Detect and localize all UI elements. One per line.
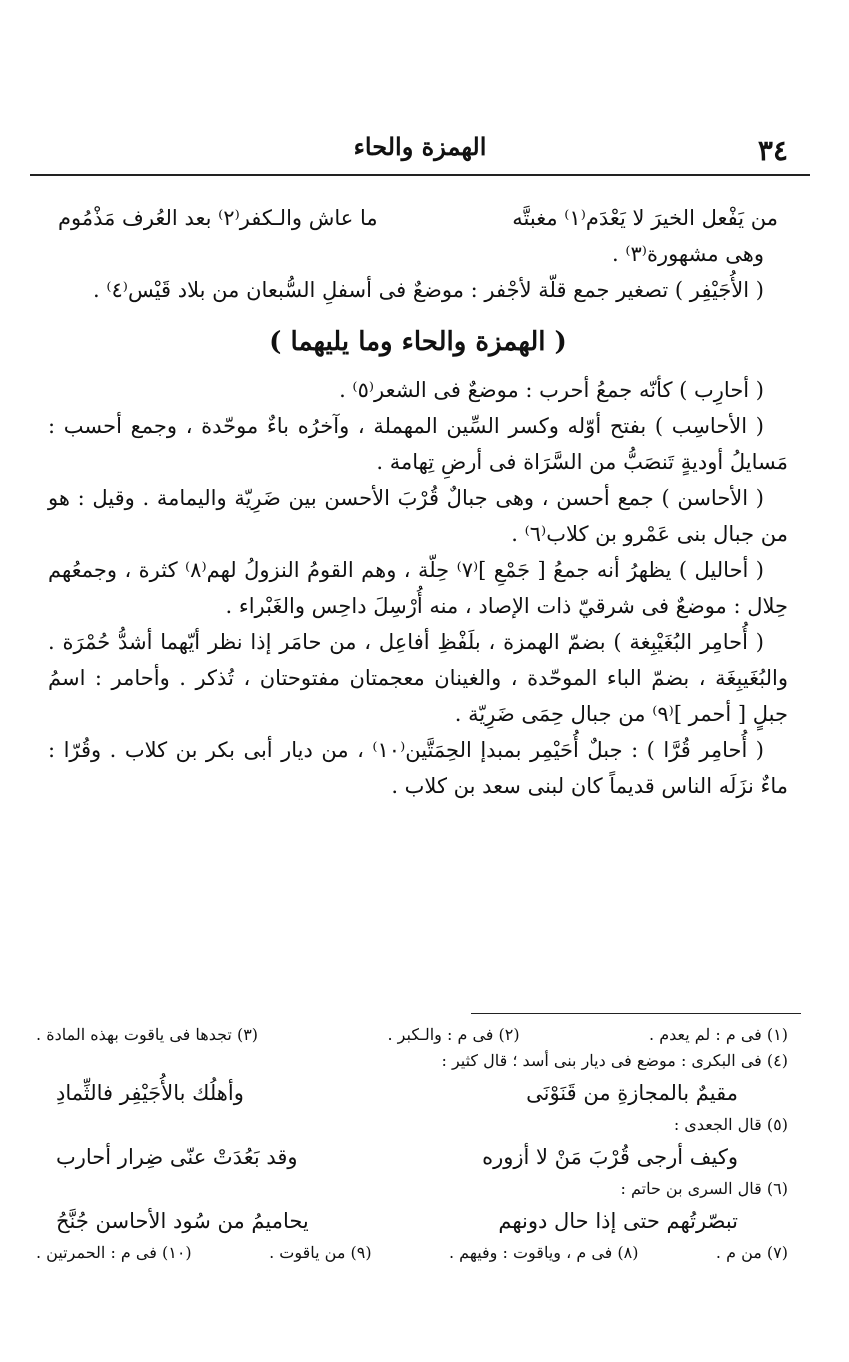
footnote-verse: [36, 1074, 788, 1112]
page-header: [30, 128, 810, 168]
footnote-3: (٣) تجدها فى ياقوت بهذه المادة .: [36, 1025, 259, 1044]
footnote-rule: [471, 1013, 801, 1014]
entry-ahamir-qurra: ( أُحامِر قُرَّا ) : جبلٌ أُحَيْمِر بمبدإ الحِمَتَّين⁽١٠⁾ ، من ديار أبى بكر بن كلاب . وقُرّا : ماءٌ نزَلَه الناس قديماً كان لبنى سعد بن كلاب .: [48, 738, 788, 798]
entry-ahalil: ( أحاليل ) يظهرُ أنه جمعُ [ جَمْعِ ]⁽٧⁾ حِلّة ، وهم القومُ النزولُ لهم⁽٨⁾ كثرة ، وجمعُهم حِلال : موضعٌ فى شرقيّ ذات الإصاد ، منه أُرْسِلَ داحِس والغَبْراء .: [48, 558, 788, 618]
verse-hemistich-first: تبصّرتُهم حتى إذا حال دونهم: [498, 1209, 738, 1233]
footnotes: [36, 1022, 788, 1266]
running-title: الهمزة والحاء: [353, 132, 487, 161]
section-heading: ( الهمزة والحاء وما يليهما ): [269, 327, 567, 357]
entry-ujayfir: ( الأُجَيْفِر ) تصغير جمع قلّة لأجْفر : موضعٌ فى أسفلِ السُّبعان من بلاد قَيْس⁽٤⁾ .: [92, 278, 764, 302]
entry-ahasin: ( الأحاسن ) جمع أحسن ، وهى جبالٌ قُرْبَ الأحسن بين ضَرِيّة واليمامة . وقيل : هو من جبال بنى عَمْرو بن كلاب⁽٦⁾ .: [48, 486, 788, 546]
verse-hemistich-first: وكيف أرجى قُرْبَ مَنْ لا أزوره: [482, 1145, 738, 1169]
paragraph: وهى مشهورة⁽٣⁾ .: [611, 242, 764, 266]
main-text: [48, 200, 788, 804]
footnote-7: (٧) من م .: [715, 1243, 788, 1262]
entry-ahasib: ( الأحاسِب ) بفتح أوّله وكسر السِّين المهملة ، وآخرُه باءٌ موحّدة ، وجمع أحسب : مَسايلُ أوديةٍ تَنصَبُّ من السَّرَاة فى أرضِ تِهامة .: [48, 414, 788, 474]
entry-aharib: ( أحارِب ) كأنّه جمعُ أحرب : موضعٌ فى الشعر⁽٥⁾ .: [339, 378, 764, 402]
footnote-2: (٢) فى م : والـكبر .: [387, 1025, 520, 1044]
footnote-10: (١٠) فى م : الحمرتين .: [36, 1243, 192, 1262]
footnote-row: [36, 1240, 788, 1266]
footnote-9: (٩) من ياقوت .: [269, 1243, 372, 1262]
footnote-6: (٦) قال السرى بن حاتم :: [620, 1179, 788, 1198]
footnote-5: (٥) قال الجعدى :: [673, 1115, 788, 1134]
entry-ahamir-bughaybigha: ( أُحامِر البُغَيْبِغة ) بضمّ الهمزة ، بلَفْظِ أفاعِل ، من حامَر إذا نظر أيّهما أشدُّ حُمْرَة . والبُغَيبِغَة ، بضمّ الباء الموحّدة ، والغينان معجمتان مفتوحتان ، تُذكر . وأحامر : اسمُ جبلٍ [ أحمر ]⁽٩⁾ من جبال حِمَى ضَرِيّة .: [48, 630, 788, 726]
footnote-1: (١) فى م : لم يعدم .: [649, 1025, 788, 1044]
verse-hemistich-second: وقد بَعُدَتْ عنّى ضِرار أحارب: [56, 1145, 298, 1169]
page-number: ٣٤: [757, 134, 788, 167]
verse-hemistich-second: يحاميمُ من سُود الأحاسن جُنَّحُ: [56, 1209, 309, 1233]
header-rule: [30, 174, 810, 176]
footnote-4: (٤) فى البكرى : موضع فى ديار بنى أسد ؛ قال كثير :: [441, 1051, 788, 1070]
verse-line: [48, 200, 788, 236]
footnote-verse: [36, 1202, 788, 1240]
footnote-verse: [36, 1138, 788, 1176]
verse-hemistich-second: وأهلُك بالأُجَيْفِر فالثِّمادِ: [56, 1081, 244, 1105]
verse-hemistich-first: من يَفْعل الخيرَ لا يَعْدَم⁽١⁾ مغبتَّه: [512, 206, 778, 230]
footnote-row: [36, 1022, 788, 1048]
footnote-8: (٨) فى م ، وياقوت : وفيهم .: [449, 1243, 639, 1262]
verse-hemistich-second: ما عاش والـكفر⁽٢⁾ بعد العُرف مَذْمُوم: [58, 206, 378, 230]
verse-hemistich-first: مقيمٌ بالمجازةِ من قَنَوْنَى: [526, 1081, 738, 1105]
